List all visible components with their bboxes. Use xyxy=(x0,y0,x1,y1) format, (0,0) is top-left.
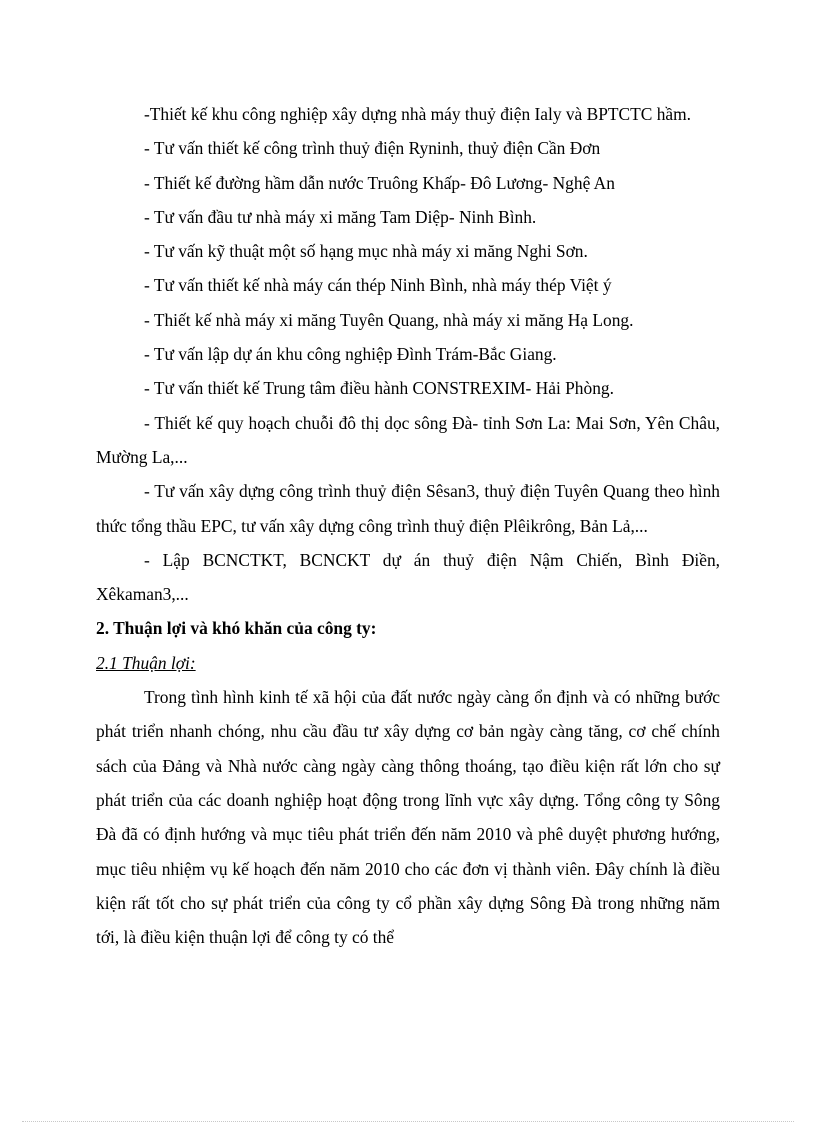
project-item-constrexim: - Tư vấn thiết kế Trung tâm điều hành CONSTREXIM- Hải Phòng. xyxy=(144,378,614,399)
project-item-truong-khap: - Thiết kế đường hầm dẫn nước Truông Khấp- Đô Lương- Nghệ An xyxy=(144,172,615,193)
project-item-nam-chien: - Lập BCNCTKT, BCNCKT dự án thuỷ điện Nậm Chiến, Bình Điền, Xêkaman3,... xyxy=(96,549,720,605)
project-item-tuyen-quang-cement: - Thiết kế nhà máy xi măng Tuyên Quang, nhà máy xi măng Hạ Long. xyxy=(144,309,634,330)
section-heading: 2. Thuận lợi và khó khăn của công ty: xyxy=(96,618,377,639)
footer-divider xyxy=(22,1121,794,1122)
project-item-sesan3: - Tư vấn xây dựng công trình thuỷ điện Sêsan3, thuỷ điện Tuyên Quang theo hình thức tổng thầu EPC, tư vấn xây dựng công trình thuỷ điện Plêikrông, Bản Lả,... xyxy=(96,481,720,536)
project-item-ryninh: - Tư vấn thiết kế công trình thuỷ điện Ryninh, thuỷ điện Cần Đơn xyxy=(144,138,601,159)
project-item-song-da-planning: - Thiết kế quy hoạch chuỗi đô thị dọc sông Đà- tỉnh Sơn La: Mai Sơn, Yên Châu, Mường La,... xyxy=(96,412,720,467)
project-item-ialy: -Thiết kế khu công nghiệp xây dựng nhà máy thuỷ điện Ialy và BPTCTC hầm. xyxy=(144,104,691,124)
project-item-dinh-tram: - Tư vấn lập dự án khu công nghiệp Đình Trám-Bắc Giang. xyxy=(144,344,557,365)
document-page xyxy=(96,97,720,954)
project-item-ninh-binh-steel: - Tư vấn thiết kế nhà máy cán thép Ninh Bình, nhà máy thép Việt ý xyxy=(144,275,612,296)
project-item-tam-diep: - Tư vấn đầu tư nhà máy xi măng Tam Diệp- Ninh Bình. xyxy=(144,206,537,227)
subsection-heading: 2.1 Thuận lợi: xyxy=(96,652,196,673)
body-paragraph: Trong tình hình kinh tế xã hội của đất nước ngày càng ổn định và có những bước phát triển nhanh chóng, nhu cầu đầu tư xây dựng cơ bản ngày càng tăng, cơ chế chính sách của Đảng và Nhà nước càng ngày càng thông thoáng, tạo điều kiện rất lớn cho sự phát triển của các doanh nghiệp hoạt động trong lĩnh vực xây dựng. Tổng công ty Sông Đà đã có định hướng và mục tiêu phát triển đến năm 2010 và phê duyệt phương hướng, mục tiêu nhiệm vụ kế hoạch đến năm 2010 cho các đơn vị thành viên. Đây chính là điều kiện rất tốt cho sự phát triển của công ty cổ phần xây dựng Sông Đà trong những năm tới, là điều kiện thuận lợi để công ty có thể xyxy=(96,687,720,948)
project-item-nghi-son: - Tư vấn kỹ thuật một số hạng mục nhà máy xi măng Nghi Sơn. xyxy=(144,241,588,262)
